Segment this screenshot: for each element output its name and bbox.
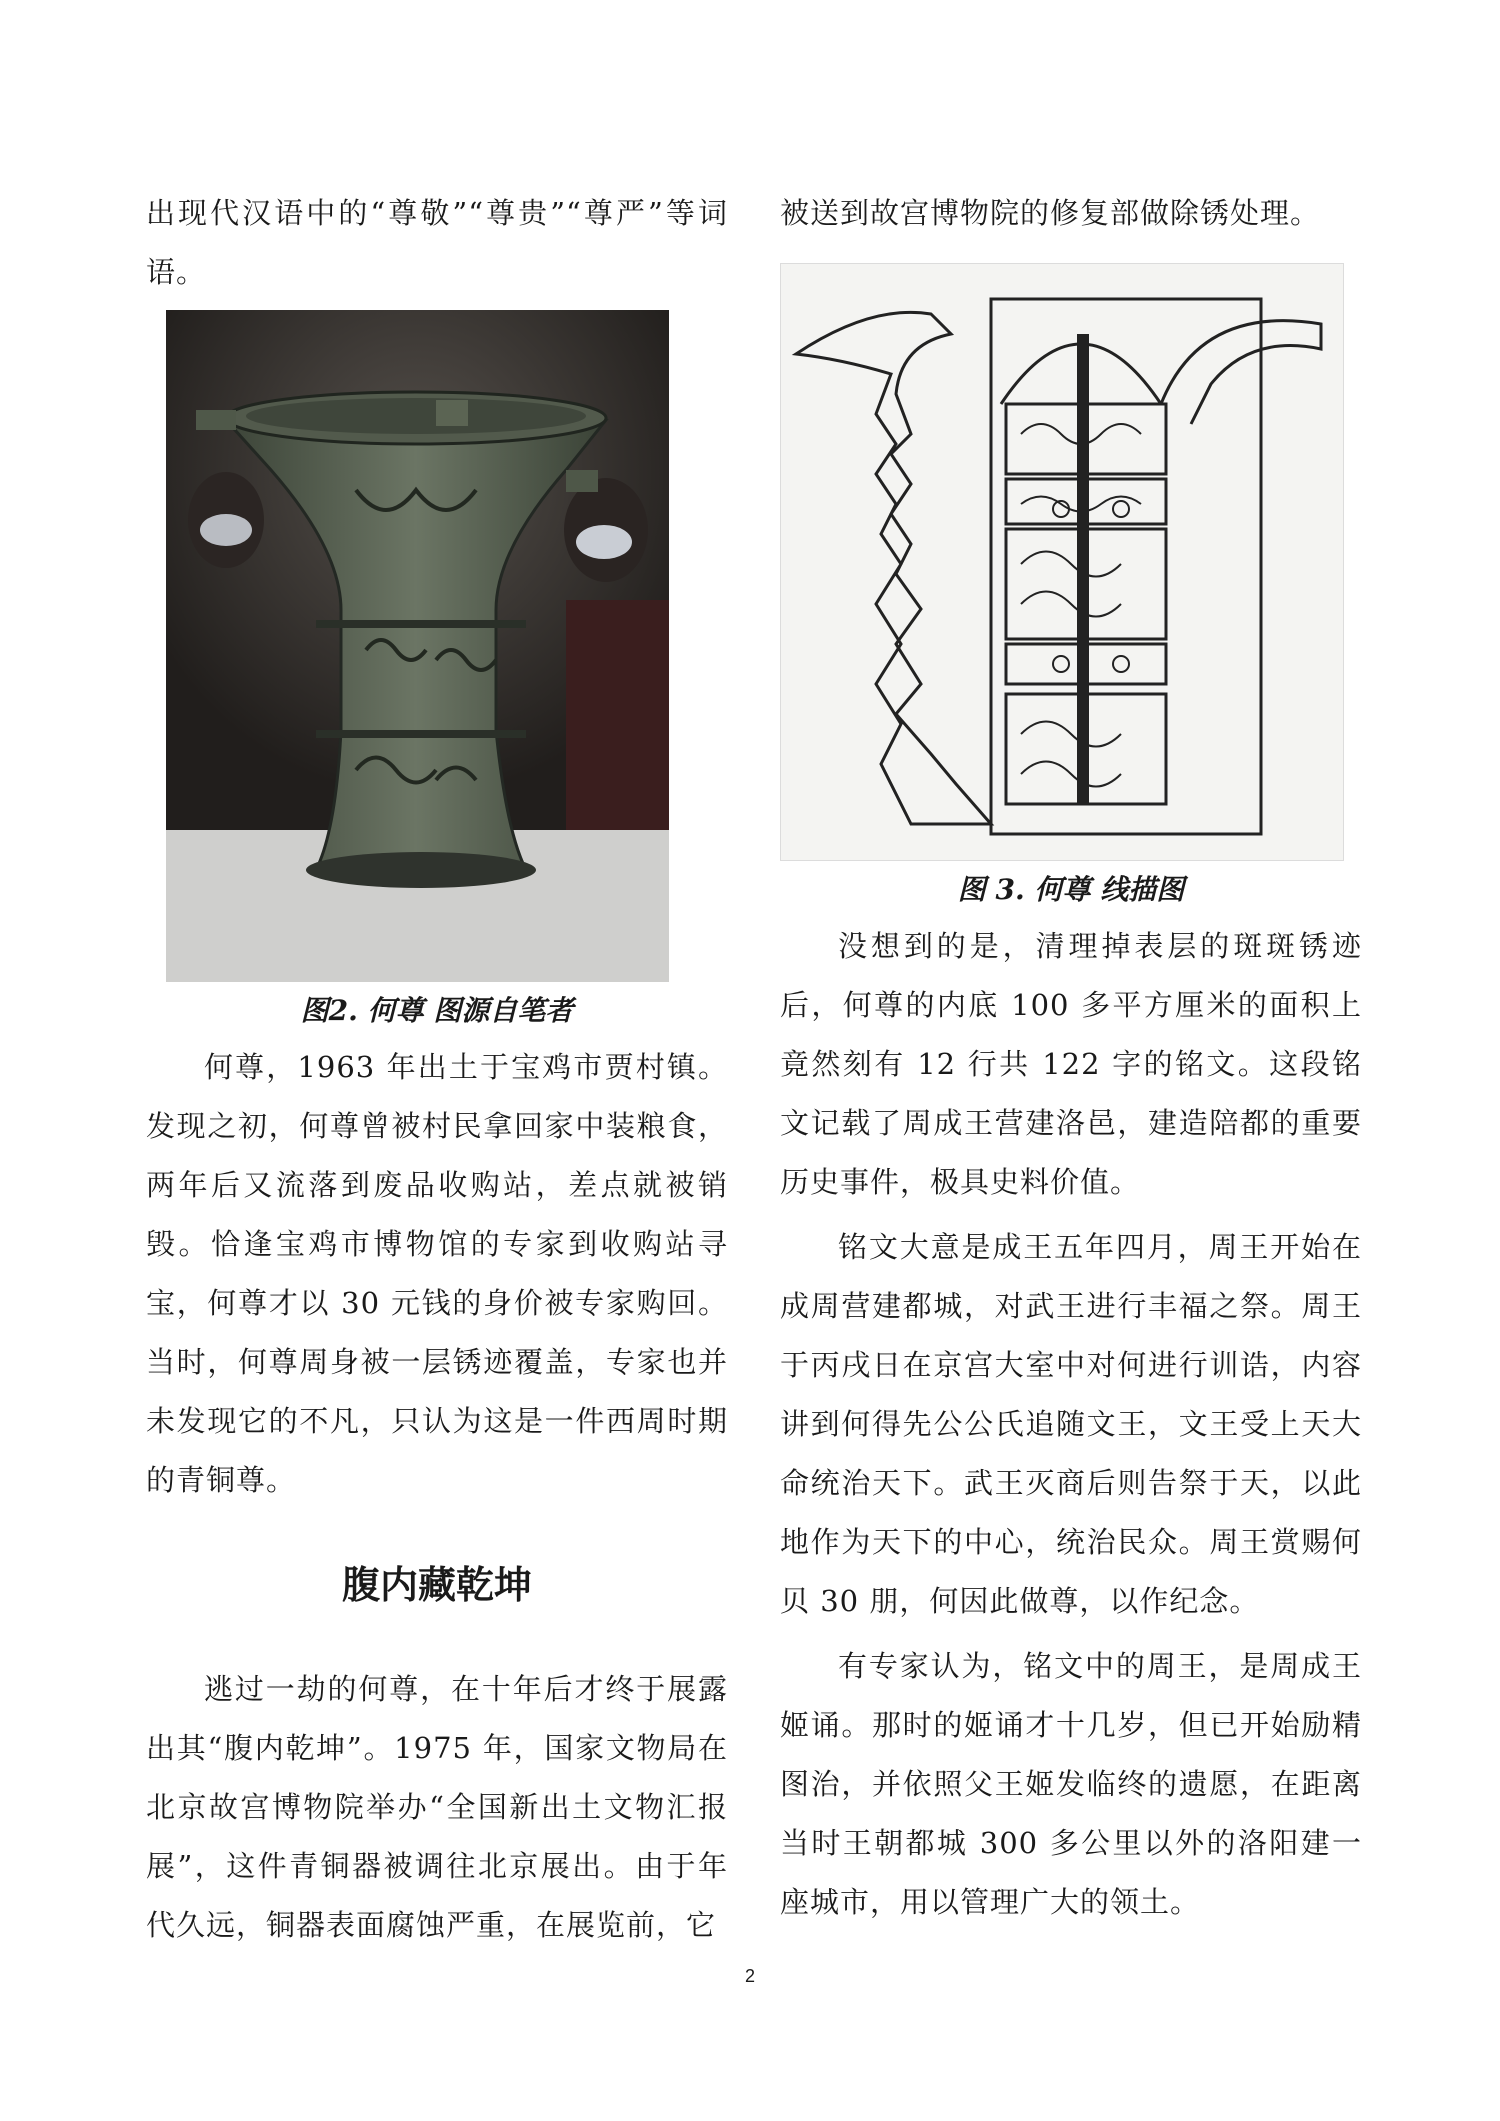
- paragraph-restoration-continued: 被送到故宫博物院的修复部做除锈处理。: [780, 196, 1321, 230]
- paragraph-inscription-meaning: 铭文大意是成王五年四月，周王开始在成周营建都城，对武王进行丰福之祭。周王于丙戌日在京宫大室中对何进行训诰，内容讲到何得先公公氏追随文王，文王受上天大命统治天下。武王灭商后则告祭于天，以此地作为天下的中心，统治民众。周王赏赐何贝 30 朋，何因此做尊，以作纪念。: [780, 1230, 1362, 1618]
- figure-2-caption: 图2. 何尊 图源自笔者: [300, 994, 574, 1027]
- right-column: [780, 184, 1362, 1932]
- paragraph-expert-opinion: 有专家认为，铭文中的周王，是周成王姬诵。那时的姬诵才十几岁，但已开始励精图治，并依照父王姬发临终的遗愿，在距离当时王朝都城 300 多公里以外的洛阳建一座城市，用以管理广大的领土。: [780, 1649, 1362, 1919]
- figure-3-caption: 图 3. 何尊 线描图: [957, 873, 1185, 906]
- paragraph-he-zun-discovery: 何尊，1963 年出土于宝鸡市贾村镇。发现之初，何尊曾被村民拿回家中装粮食，两年后又流落到废品收购站，差点就被销毁。恰逢宝鸡市博物馆的专家到收购站寻宝，何尊才以 30 元钱的身价被专家购回。当时，何尊周身被一层锈迹覆盖，专家也并未发现它的不凡，只认为这是一件西周时期的青铜尊。: [146, 1050, 728, 1497]
- paragraph-inscription: 没想到的是，清理掉表层的斑斑锈迹后，何尊的内底 100 多平方厘米的面积上竟然刻有 12 行共 122 字的铭文。这段铭文记载了周成王营建洛邑，建造陪都的重要历史事件，极具史料价值。: [780, 929, 1362, 1199]
- he-zun-photo: [166, 310, 669, 982]
- page-number: 2: [744, 1966, 755, 1986]
- line-drawing-illustration: [781, 264, 1343, 860]
- left-column: [146, 184, 728, 1955]
- bronze-vessel-photo-illustration: [166, 310, 669, 982]
- paragraph-escape: 逃过一劫的何尊，在十年后才终于展露出其“腹内乾坤”。1975 年，国家文物局在北京故宫博物院举办“全国新出土文物汇报展”，这件青铜器被调往北京展出。由于年代久远，铜器表面腐蚀严重，在展览前，它: [146, 1672, 728, 1942]
- he-zun-line-drawing: [780, 263, 1344, 861]
- paragraph-intro-continued: 出现代汉语中的“尊敬”“尊贵”“尊严”等词语。: [146, 196, 728, 289]
- section-heading: 腹内藏乾坤: [341, 1563, 532, 1607]
